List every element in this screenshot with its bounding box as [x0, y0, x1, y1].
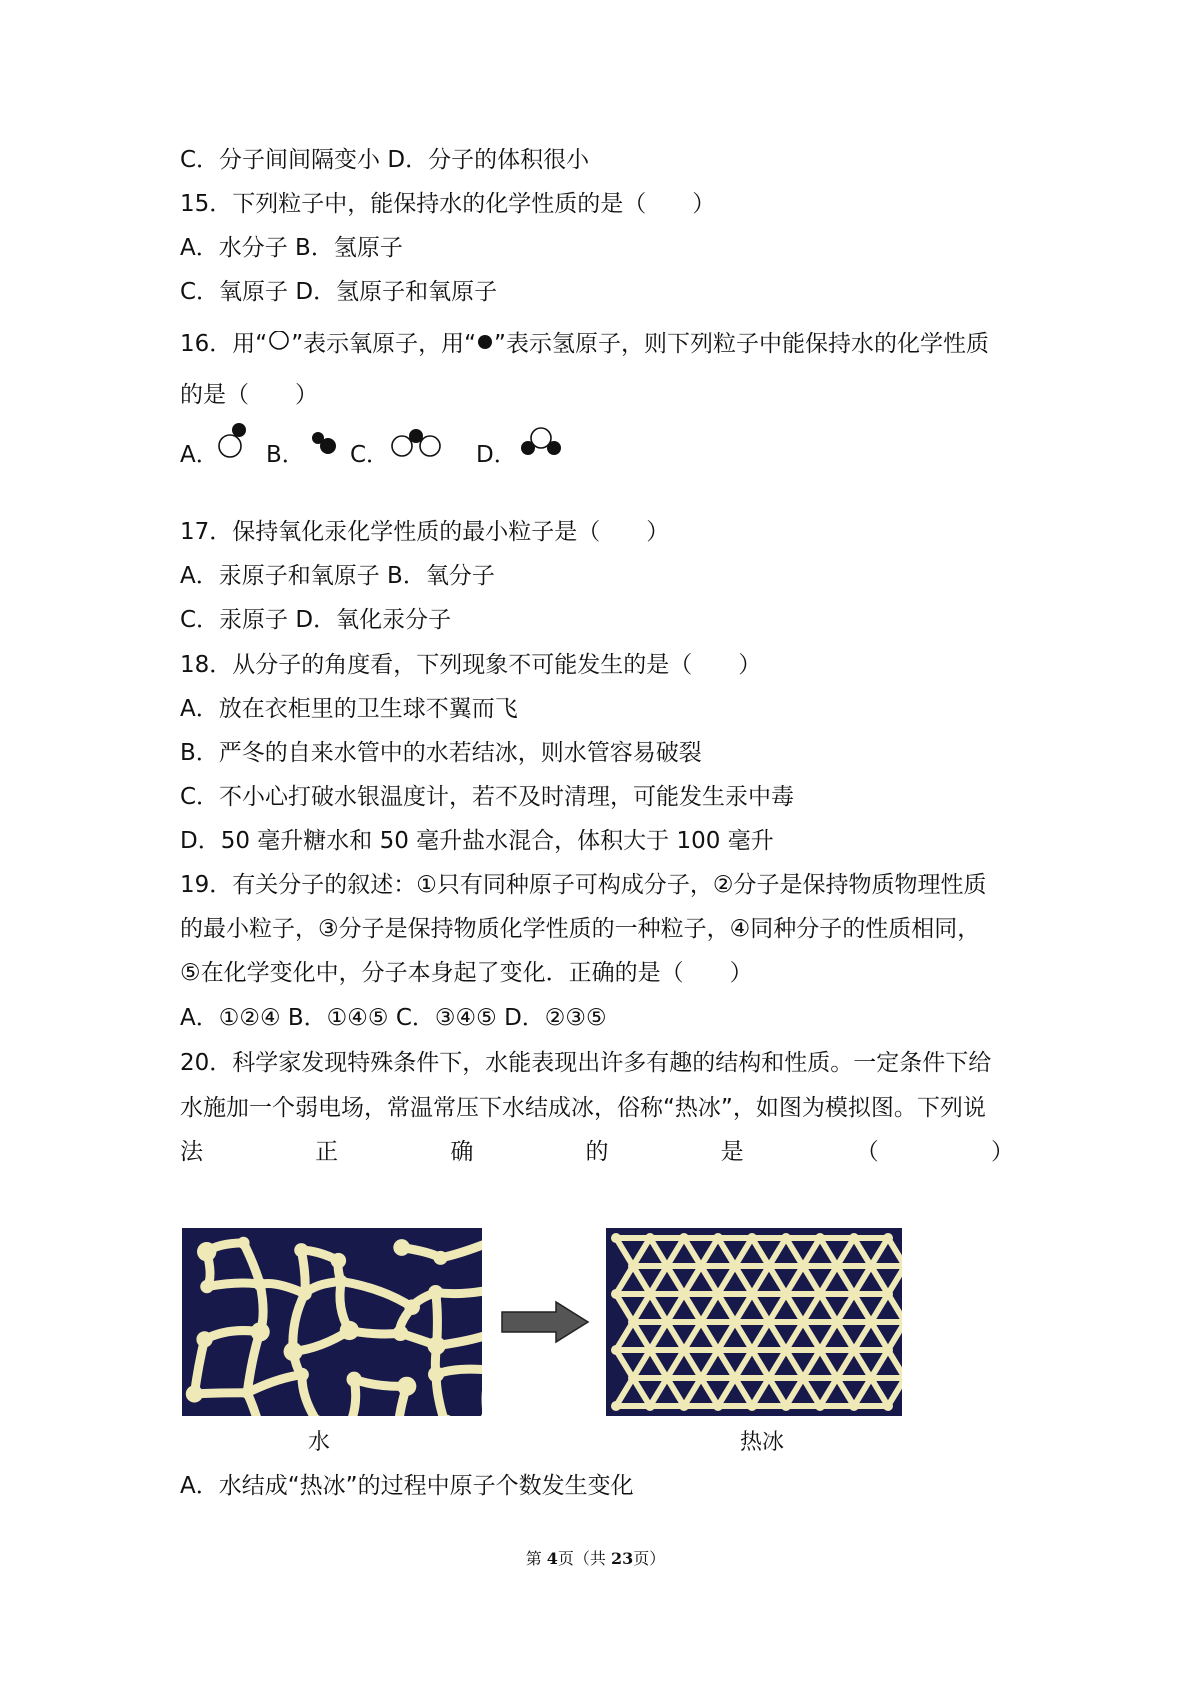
hot-ice-node	[815, 1345, 825, 1355]
hot-ice-node	[662, 1261, 672, 1271]
q20-word: 确	[450, 1139, 474, 1165]
water-node	[186, 1385, 203, 1402]
water-node	[335, 1275, 348, 1288]
hot-ice-node	[849, 1401, 859, 1411]
hot-ice-node	[883, 1233, 893, 1243]
hot-ice-node	[883, 1345, 893, 1355]
hot-ice-node	[611, 1401, 621, 1411]
molecule-d-icon	[516, 420, 566, 464]
hot-ice-node	[764, 1261, 774, 1271]
hot-ice-node	[849, 1233, 859, 1243]
hot-ice-node	[645, 1289, 655, 1299]
hot-ice-node	[781, 1401, 791, 1411]
water-node	[196, 1331, 212, 1347]
water-node	[404, 1299, 420, 1315]
molecule-c-icon	[388, 422, 448, 462]
molecule-a-icon	[216, 420, 256, 464]
water-structure-image	[182, 1228, 482, 1416]
q16-option-b-label: B．	[266, 442, 305, 468]
q16-text-part2: ”表示氧原子，用“	[291, 331, 477, 357]
water-node	[254, 1278, 267, 1291]
hot-ice-node	[798, 1261, 808, 1271]
question-18-option-d: D．50 毫升糖水和 50 毫升盐水混合，体积大于 100 毫升	[180, 828, 774, 854]
q20-word: 法	[180, 1139, 203, 1165]
hot-ice-node	[713, 1233, 723, 1243]
hot-ice-node	[696, 1373, 706, 1383]
hot-ice-node	[815, 1289, 825, 1299]
hot-ice-node	[730, 1261, 740, 1271]
water-node	[200, 1280, 213, 1293]
hot-ice-node	[730, 1317, 740, 1327]
molecule-b-icon	[306, 424, 346, 464]
hot-ice-node	[747, 1401, 757, 1411]
hot-ice-node	[730, 1373, 740, 1383]
water-node	[294, 1243, 308, 1257]
hot-ice-node	[815, 1401, 825, 1411]
hot-ice-node	[866, 1373, 876, 1383]
q20-bracket-close: ）	[990, 1139, 1014, 1165]
water-node	[427, 1337, 445, 1355]
water-node	[393, 1239, 410, 1256]
hot-ice-node	[832, 1373, 842, 1383]
hydrogen-atom-symbol	[476, 331, 494, 359]
arrow-icon	[500, 1300, 592, 1344]
water-node	[331, 1253, 347, 1269]
water-node	[340, 1321, 359, 1340]
question-18-option-c: C．不小心打破水银温度计，若不及时清理，可能发生汞中毒	[180, 784, 795, 810]
q16-text-part1: 16．用“	[180, 331, 268, 357]
q16-text-part3: ”表示氢原子，则下列粒子中能保持水的化学性质	[494, 331, 989, 357]
question-20-line3	[180, 1137, 1014, 1167]
hot-ice-node	[849, 1345, 859, 1355]
water-node	[397, 1377, 416, 1396]
water-node	[428, 1366, 444, 1382]
q16-option-a-label: A．	[180, 442, 219, 468]
page-footer	[0, 1546, 1191, 1569]
q16-option-c-label: C．	[350, 442, 390, 468]
water-node	[393, 1325, 409, 1341]
hot-ice-node	[815, 1233, 825, 1243]
question-17-options-ab: A．汞原子和氧原子 B．氧分子	[180, 563, 495, 589]
hot-ice-node	[645, 1233, 655, 1243]
hot-ice-node	[849, 1289, 859, 1299]
hot-ice-node	[679, 1345, 689, 1355]
hot-ice-node	[798, 1317, 808, 1327]
question-20-option-a: A．水结成“热冰”的过程中原子个数发生变化	[180, 1473, 634, 1499]
question-18-option-b: B．严冬的自来水管中的水若结冰，则水管容易破裂	[180, 740, 702, 766]
hot-ice-node	[679, 1401, 689, 1411]
hot-ice-node	[628, 1261, 638, 1271]
hot-ice-node	[883, 1289, 893, 1299]
hot-ice-node	[764, 1373, 774, 1383]
hot-ice-node	[662, 1373, 672, 1383]
hot-ice-node	[832, 1317, 842, 1327]
question-17: 17．保持氧化汞化学性质的最小粒子是（ ）	[180, 519, 670, 545]
question-15-options-ab: A．水分子 B．氢原子	[180, 235, 403, 261]
water-bond-line	[207, 1283, 260, 1287]
hot-ice-node	[696, 1317, 706, 1327]
hot-ice-node	[781, 1345, 791, 1355]
hot-ice-node	[662, 1317, 672, 1327]
question-19-line2: 的最小粒子，③分子是保持物质化学性质的一种粒子，④同种分子的性质相同，	[180, 916, 981, 942]
hot-ice-node	[679, 1233, 689, 1243]
footer-pre: 第	[525, 1549, 547, 1568]
hot-ice-node	[696, 1261, 706, 1271]
question-16-line2: 的是（ ）	[180, 382, 318, 408]
footer-mid: 页（共	[557, 1549, 612, 1568]
water-node	[284, 1342, 303, 1361]
hot-ice-node	[866, 1261, 876, 1271]
hot-ice-node	[781, 1233, 791, 1243]
hot-ice-node	[781, 1289, 791, 1299]
question-17-options-cd: C．汞原子 D．氧化汞分子	[180, 607, 452, 633]
question-15-options-cd: C．氧原子 D．氢原子和氧原子	[180, 279, 498, 305]
footer-post: 页）	[633, 1549, 666, 1568]
option-line-cd: C．分子间间隔变小 D．分子的体积很小	[180, 147, 590, 173]
water-node	[251, 1322, 270, 1341]
water-node	[197, 1242, 216, 1261]
hot-ice-node	[764, 1317, 774, 1327]
footer-page-number: 4	[546, 1549, 558, 1568]
hot-ice-node	[679, 1289, 689, 1299]
question-19-options: A．①②④ B．①④⑤ C．③④⑤ D．②③⑤	[180, 1005, 607, 1031]
question-19-line1: 19．有关分子的叙述：①只有同种原子可构成分子，②分子是保持物质物理性质	[180, 872, 987, 898]
hot-ice-node	[611, 1289, 621, 1299]
water-node	[241, 1387, 253, 1399]
hot-ice-node	[628, 1373, 638, 1383]
question-16-line1	[180, 329, 989, 359]
water-node	[298, 1287, 312, 1301]
question-18: 18．从分子的角度看，下列现象不可能发生的是（ ）	[180, 652, 762, 678]
water-node	[433, 1251, 447, 1265]
question-19-line3: ⑤在化学变化中，分子本身起了变化．正确的是（ ）	[180, 960, 753, 986]
hot-ice-node	[628, 1317, 638, 1327]
question-20-line2: 水施加一个弱电场，常温常压下水结成冰，俗称“热冰”，如图为模拟图。下列说	[180, 1095, 986, 1121]
hot-ice-node	[798, 1373, 808, 1383]
hot-ice-caption: 热冰	[740, 1430, 785, 1455]
footer-total-pages: 23	[611, 1549, 634, 1568]
question-18-option-a: A．放在衣柜里的卫生球不翼而飞	[180, 696, 518, 722]
water-caption: 水	[308, 1430, 331, 1455]
hot-ice-node	[645, 1345, 655, 1355]
hot-ice-node	[645, 1401, 655, 1411]
hot-ice-node	[747, 1289, 757, 1299]
hot-ice-node	[866, 1317, 876, 1327]
question-20-line1: 20．科学家发现特殊条件下，水能表现出许多有趣的结构和性质。一定条件下给	[180, 1050, 992, 1076]
q16-option-d-label: D．	[476, 442, 517, 468]
question-15: 15．下列粒子中，能保持水的化学性质的是（ ）	[180, 191, 716, 217]
hot-ice-node	[713, 1401, 723, 1411]
hot-ice-node	[747, 1233, 757, 1243]
hot-ice-node	[713, 1345, 723, 1355]
q20-word: 的	[585, 1139, 609, 1165]
hot-ice-node	[611, 1233, 621, 1243]
oxygen-atom-symbol	[267, 331, 291, 359]
hot-ice-structure-image	[606, 1228, 902, 1416]
hot-ice-node	[747, 1345, 757, 1355]
q20-word: 是	[720, 1139, 744, 1165]
water-node	[237, 1237, 249, 1249]
water-node	[428, 1285, 443, 1300]
hot-ice-node	[832, 1261, 842, 1271]
water-node	[295, 1368, 308, 1381]
hot-ice-node	[883, 1401, 893, 1411]
q20-word: 正	[315, 1139, 339, 1165]
water-node	[347, 1372, 362, 1387]
hot-ice-node	[611, 1345, 621, 1355]
hot-ice-node	[713, 1289, 723, 1299]
q20-bracket-open: （	[855, 1139, 879, 1165]
